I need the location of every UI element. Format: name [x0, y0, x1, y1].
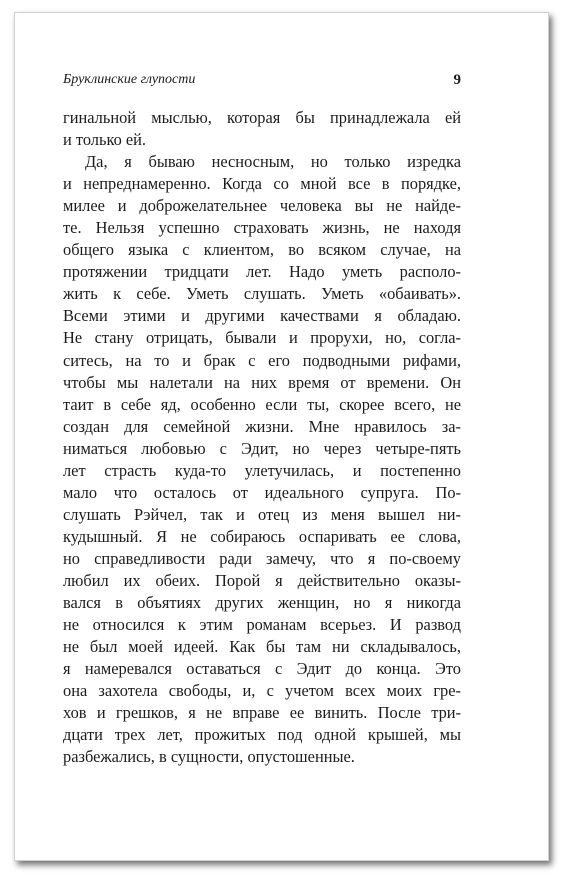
text-line: любил их обеих. Порой я действительно оказы-	[63, 570, 461, 590]
text-line: дцати трех лет, прожитых под одной крышей, мы	[63, 725, 461, 745]
text-line: Всеми этими и другими качествами я обладаю.	[63, 306, 461, 326]
text-line: милее и доброжелательнее человека вы не найде-	[63, 196, 461, 216]
text-line: вался в объятиях других женщин, но я никогда	[63, 593, 461, 613]
text-line: создан для семейной жизни. Мне нравилось за-	[63, 416, 461, 436]
text-line: не относился к этим романам всерьез. И развод	[63, 615, 461, 635]
text-line: жить к себе. Уметь слушать. Уметь «обаивать».	[63, 284, 461, 304]
running-header	[63, 72, 461, 92]
text-line: и только ей.	[63, 130, 147, 150]
text-line: и непреднамеренно. Когда со мной все в порядке,	[63, 174, 461, 194]
text-line: слушать Рэйчел, так и отец из меня вышел ни-	[63, 504, 461, 524]
text-line: но справедливости ради замечу, что я по-своему	[63, 548, 461, 568]
text-line: гинальной мыслью, которая бы принадлежала ей	[63, 108, 461, 127]
text-line: она захотела свободы, и, с учетом всех моих гре-	[63, 681, 461, 701]
text-line: общего языка с клиентом, во всяком случае, на	[63, 240, 461, 260]
text-line: кудышный. Я не собираюсь оспаривать ее слова,	[63, 526, 461, 546]
text-line: ситесь, на то и брак с его подводными рифами,	[63, 350, 461, 370]
text-line: чтобы мы налетали на них время от времени. Он	[63, 372, 461, 392]
text-line: хов и грешков, я не вправе ее винить. После три-	[63, 703, 461, 723]
body-text	[63, 107, 461, 768]
text-line: Не стану отрицать, бывали и прорухи, но, согла-	[63, 328, 461, 348]
text-line: те. Нельзя успешно страховать жизнь, не находя	[63, 218, 461, 238]
text-line: не был моей идеей. Как бы там ни складывалось,	[63, 637, 461, 657]
text-line: ниматься любовью с Эдит, но через четыре-пять	[63, 438, 461, 458]
text-line: таит в себе яд, особенно если ты, скорее всего, не	[63, 394, 461, 414]
text-line: разбежались, в сущности, опустошенные.	[63, 747, 355, 767]
text-line: я намеревался оставаться с Эдит до конца. Это	[63, 659, 461, 679]
text-line: лет страсть куда-то улетучилась, и постепенно	[63, 460, 461, 480]
paragraph-first-line: Да, я бываю несносным, но только изредка	[85, 152, 461, 172]
text-line: протяжении тридцати лет. Надо уметь располо-	[63, 262, 461, 282]
running-title: Бруклинские глупости	[63, 72, 196, 87]
page-number: 9	[453, 72, 461, 88]
text-line: мало что осталось от идеального супруга. По-	[63, 482, 461, 502]
